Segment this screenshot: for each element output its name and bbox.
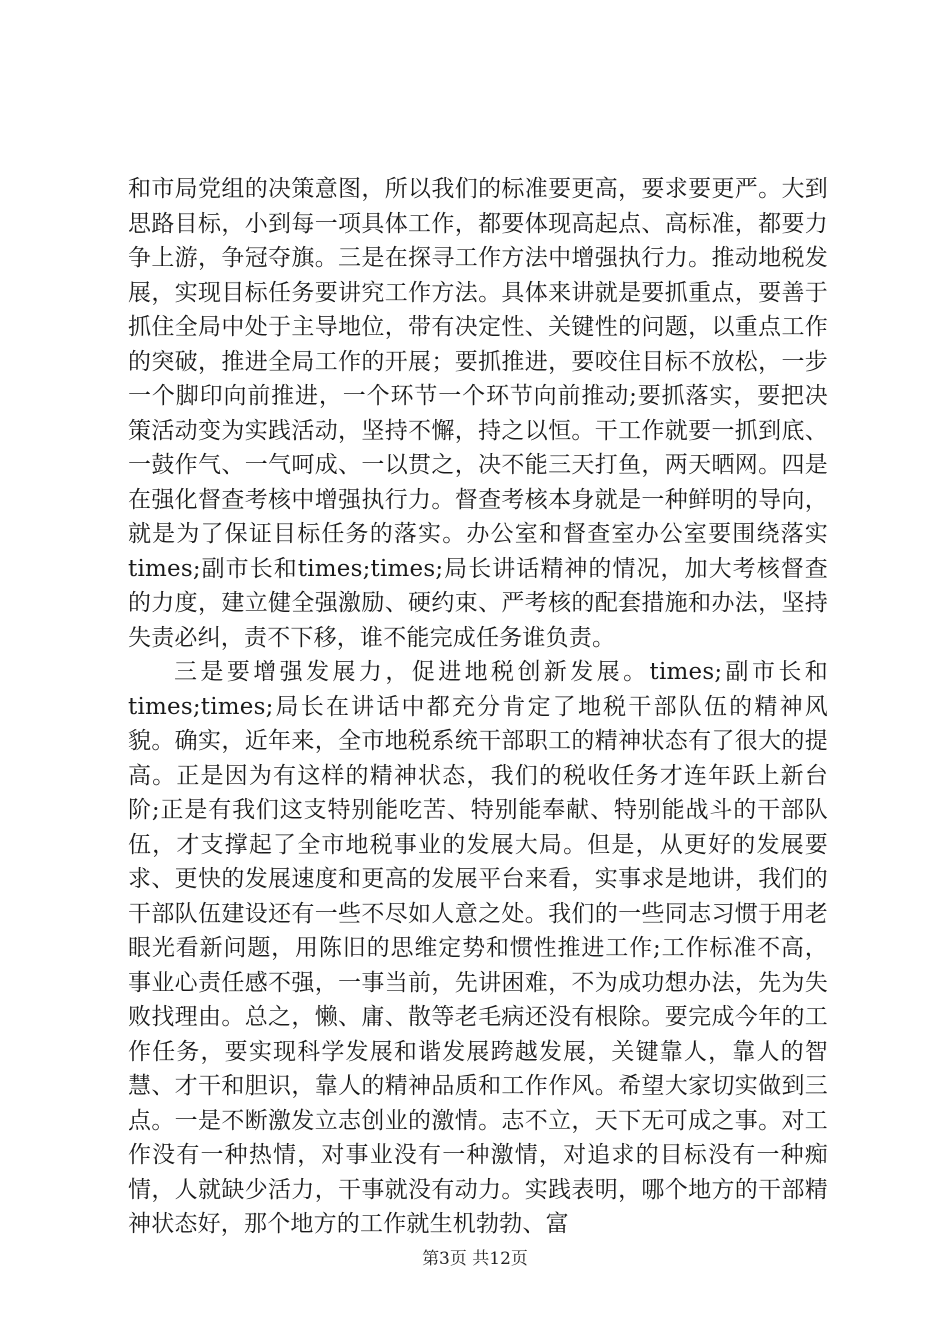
paragraph-development: 三是要增强发展力，促进地税创新发展。times;副市长和times;times;局长在讲话中都充分肯定了地税干部队伍的精神风貌。确实，近年来，全市地税系统干部职工的精神状态有了很大的提高。正是因为有这样的精神状态，我们的税收任务才连年跃上新台阶;正是有我们这支特别能吃苦、特别能奉献、特别能战斗的干部队伍，才支撑起了全市地税事业的发展大局。但是，从更好的发展要求、更快的发展速度和更高的发展平台来看，实事求是地讲，我们的干部队伍建设还有一些不尽如人意之处。我们的一些同志习惯于用老眼光看新问题，用陈旧的思维定势和惯性推进工作;工作标准不高，事业心责任感不强，一事当前，先讲困难，不为成功想办法，先为失败找理由。总之，懒、庸、散等老毛病还没有根除。要完成今年的工作任务，要实现科学发展和谐发展跨越发展，关键靠人，靠人的智慧、才干和胆识，靠人的精神品质和工作作风。希望大家切实做到三点。一是不断激发立志创业的激情。志不立，天下无可成之事。对工作没有一种热情，对事业没有一种激情，对追求的目标没有一种痴情，人就缺少活力，干事就没有动力。实践表明，哪个地方的干部精神状态好，那个地方的工作就生机勃勃、富: [128, 659, 828, 1237]
document-body: [128, 172, 828, 1242]
page-number-footer: 第3页 共12页: [422, 1249, 528, 1269]
paragraph-continuation: 和市局党组的决策意图，所以我们的标准要更高，要求要更严。大到思路目标，小到每一项具体工作，都要体现高起点、高标准，都要力争上游，争冠夺旗。三是在探寻工作方法中增强执行力。推动地税发展，实现目标任务要讲究工作方法。具体来讲就是要抓重点，要善于抓住全局中处于主导地位，带有决定性、关键性的问题，以重点工作的突破，推进全局工作的开展；要抓推进，要咬住目标不放松，一步一个脚印向前推进，一个环节一个环节向前推动;要抓落实，要把决策活动变为实践活动，坚持不懈，持之以恒。干工作就要一抓到底、一鼓作气、一气呵成、一以贯之，决不能三天打鱼，两天晒网。四是在强化督查考核中增强执行力。督查考核本身就是一种鲜明的导向，就是为了保证目标任务的落实。办公室和督查室办公室要围绕落实times;副市长和times;times;局长讲话精神的情况，加大考核督查的力度，建立健全强激励、硬约束、严考核的配套措施和办法，坚持失责必纠，责不下移，谁不能完成任务谁负责。: [128, 176, 828, 651]
